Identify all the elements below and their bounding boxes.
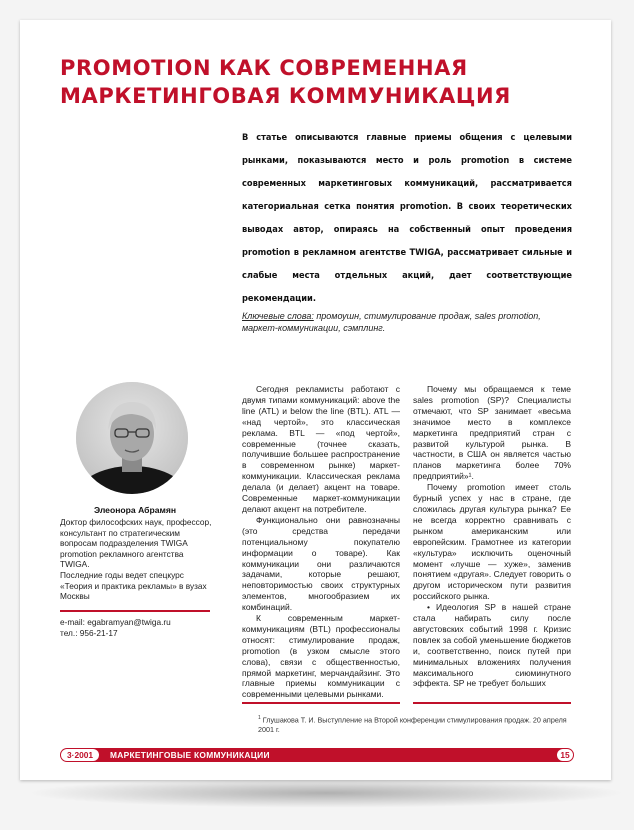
body-paragraph: • Идеология SP в нашей стране стала набирать силу после августовских событий 1998 г. Кризис повлек за собой уменьшение бюджетов и, соответственно, поиск путей при минимальных вложениях получения максимального сиюминутного эффекта. SP не требует больших [413,602,571,689]
author-phone: тел.: 956-21-17 [60,628,118,638]
column-2-divider [413,702,571,704]
footer-section-title: МАРКЕТИНГОВЫЕ КОММУНИКАЦИИ [110,750,270,760]
article-abstract: В статье описываются главные приемы общения с целевыми рынками, показываются место и роль promotion в системе современных маркетинговых коммуникаций, рассматривается категориальная сетка понятия promotion. В своих теоретических выводах автор, опираясь на собственный опыт проведения promotion в рекламном агентстве TWIGA, рассматривает сильные и слабые места отдельных акций, дает соответствующие рекомендации. [242,132,572,304]
body-paragraph: Сегодня рекламисты работают с двумя типами коммуникаций: above the line (ATL) и below the line (BTL). ATL — «над чертой», это классическая реклама. BTL — «под чертой», современные (точнее сказать, получившие большее распространение в современном рынке) маркет-коммуникации. Классическая реклама делала (и делает) акцент на товаре. Современные маркет-коммуникации делают акцент на потребителе. [242,384,400,514]
keywords-text: промоушн, стимулирование продаж, sales promotion, маркет-коммуникации, сэмплинг. [242,311,541,333]
footer-page-number: 15 [557,749,573,761]
article-keywords [242,310,572,334]
footnote-mark: 1 [258,715,261,721]
author-bio [60,517,212,602]
author-divider [60,610,210,612]
keywords-label: Ключевые слова: [242,311,314,321]
column-1-divider [242,702,400,704]
body-paragraph: Почему мы обращаемся к теме sales promotion (SP)? Специалисты отмечают, что SP занимает «весьма значимое место в комплексе маркетинга предприятий стран с развитой культурой рынка. В частности, в США он является частью планов маркетинга более 70% предприятий»¹. [413,384,571,482]
author-name: Элеонора Абрамян [93,505,177,515]
author-email[interactable]: e-mail: egabramyan@twiga.ru [60,617,171,627]
footnote [258,713,578,735]
magazine-page [20,20,611,780]
body-paragraph: К современным маркет-коммуникациям (BTL) профессионалы относят: стимулирование продаж, promotion (в узком смысле этого слова), связи с общественностью, прямой маркетинг, мерчандайзинг. Это главные приемы коммуникации с современными целевыми рынками. [242,613,400,700]
page-shadow [26,778,626,808]
body-paragraph: Функционально они равнозначны (это средства передачи потенциальному покупателю информации о товаре). Как коммуникации они различаются задачами, которые решают, неповторимостью своих структурных элементов, многообразием их комбинаций. [242,514,400,613]
body-column-2 [413,384,571,689]
article-title: PROMOTION КАК СОВРЕМЕННАЯ МАРКЕТИНГОВАЯ КОММУНИКАЦИЯ [60,56,511,108]
author-bio-credentials: Доктор философских наук, профессор, консультант по стратегическим вопросам подразделения TWIGA promotion рекламного агентства TWIGA. [60,517,212,570]
author-bio-teaching: Последние годы ведет спецкурс «Теория и практика рекламы» в вузах Москвы [60,569,207,602]
body-paragraph: Почему promotion имеет столь бурный успех у нас в стране, где сложилась другая культура рынка? Ее не всегда корректно сравнивать с рынком американским или европейским. Грамотнее из категории «культура» исключить оценочный момент «лучше — хуже», заменив понятием «другая». Следует говорить о другом историческом пути развития российского рынка. [413,482,571,602]
footer-issue-badge: 3·2001 [61,749,99,761]
author-portrait-image [76,382,188,494]
body-column-1 [242,384,400,700]
footnote-text: Глушакова Т. И. Выступление на Второй конференции стимулирования продаж. 20 апреля 2001 г. [258,715,567,735]
author-photo [76,382,188,494]
author-contact [60,617,212,639]
